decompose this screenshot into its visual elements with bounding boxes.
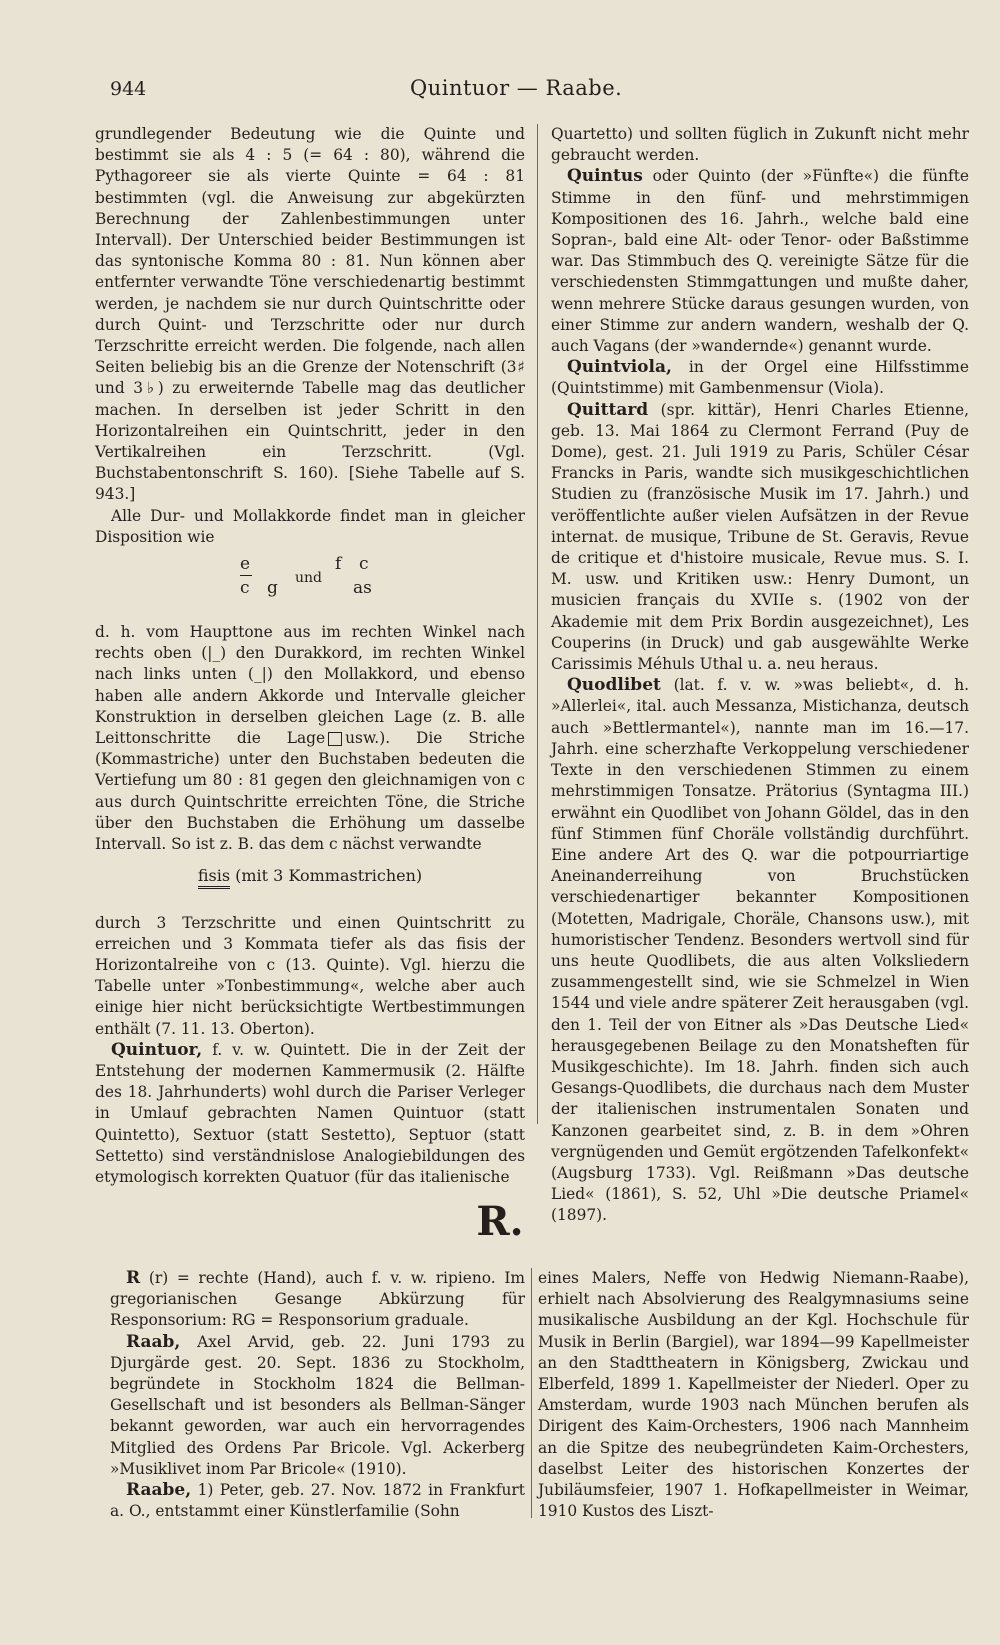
chord-c: c — [240, 578, 250, 599]
entry-text-quittard: (spr. kittär), Henri Charles Etienne, geb. 13. Mai 1864 zu Clermont Ferrand (Puy de Dome), gest. 21. Juli 1919 zu Paris, Schüler César Francks in Paris, wandte sich musikgeschichtlichen Studien zu (französische Musik im 17. Jahrh.) und veröffentlichte außer vielen Aufsätzen in der Revue internat. de musique, Tribune de St. Geravis, Revue de critique et d'histoire musicale, Revue mus. S. I. M. usw. und Kritiken usw.: Henry Dumont, un musicien français du XVIIe s. (1902 von der Akademie mit dem Prix Bordin ausgezeichnet), Les Couperins (in Druck) und gab ausgewählte Werke Carissimis Méhuls Uthal u. a. neu heraus. — [551, 400, 969, 674]
quartetto-paragraph: Quartetto) und sollten füglich in Zukunft nicht mehr gebraucht werden. — [551, 125, 969, 165]
chord-diagram — [95, 554, 525, 620]
chord-rule — [240, 575, 252, 576]
terzschritte-paragraph: durch 3 Terzschritte und einen Quintschritt zu erreichen und 3 Kommata tiefer als das fisis der Horizontalreihe von c (13. Quinte). Vgl. hierzu die Tabelle unter »Tonbestimmung«, welche aber auch einige hier nicht berücksichtigte Wertbestimmungen enthält (7. 11. 13. Oberton). — [95, 913, 525, 1038]
fisis-note: (mit 3 Kommastrichen) — [235, 866, 423, 886]
column-divider-top — [537, 124, 538, 1124]
entry-text-r: (r) = rechte (Hand), auch f. v. w. ripieno. Im gregorianischen Gesange Abkürzung für Responsorium: RG = Responsorium graduale. — [110, 1269, 525, 1330]
intervall-paragraph: grundlegender Bedeutung wie die Quinte und bestimmt sie als 4 : 5 (= 64 : 80), während die Pythagoreer sie als vierte Quinte = 64 : 81 bestimmten (vgl. die Anweisung zur abgekürzten Berechnung der Zahlenbestimmungen unter Intervall). Der Unterschied beider Bestimmungen ist das syntonische Komma 80 : 81. Nun können aber entfernter verwandte Töne verschiedenartig bestimmt werden, je nachdem sie nur durch Quintschritte oder durch Quint- und Terzschritte oder nur durch Terzschritte erreicht werden. Die folgende, nach allen Seiten beliebig bis an die Grenze der Notenschrift (3♯ und 3♭) zu erweiternde Tabelle mag das deutlicher machen. In derselben ist jeder Schritt in den Horizontalreihen ein Quintschritt, jeder in den Vertikalreihen ein Terzschritt. (Vgl. Buchstabentonschrift S. 160). [Siehe Tabelle auf S. 943.] — [95, 125, 525, 504]
entry-text-quintviola: in der Orgel eine Hilfsstimme (Quintstimme) mit Gambenmensur (Viola). — [551, 358, 969, 398]
right-column — [551, 124, 969, 1227]
bottom-left-column — [110, 1268, 525, 1522]
fisis-line — [95, 865, 525, 886]
entry-head-quintus: Quintus — [567, 166, 643, 187]
entry-head-quintviola: Quintviola, — [567, 357, 672, 378]
page-number: 944 — [110, 78, 147, 100]
dur-moll-text-b: usw.). Die Striche (Kommastriche) unter den Buchstaben bedeuten die Vertiefung um 80 : 81 gegen den gleichnamigen von c aus durch Quintschritte erreichten Töne, die Striche über den Buchstaben die Erhöhung um dasselbe Intervall. So ist z. B. das dem c nächst verwandte — [95, 729, 526, 854]
fisis-word: fisis — [198, 866, 230, 889]
left-column — [95, 124, 525, 1188]
entry-text-quintuor: f. v. w. Quintett. Die in der Zeit der Entstehung der modernen Kammermusik (2. Hälfte des 18. Jahrhunderts) wohl durch die Pariser Verleger in Umlauf gebrachten Namen Quintuor (statt Quintetto), Sextuor (statt Sestetto), Septuor (statt Settetto) sind verständnislose Analogiebildungen des etymologisch korrekten Quatuor (für das italienische — [95, 1040, 525, 1186]
chord-und: und — [295, 570, 322, 587]
akkorde-paragraph: Alle Dur- und Mollakkorde findet man in gleicher Disposition wie — [95, 506, 525, 546]
chord-c2: c — [359, 554, 369, 575]
entry-head-r: R — [126, 1268, 141, 1288]
section-letter-r: R. — [476, 1198, 524, 1245]
raabe-continuation: eines Malers, Neffe von Hedwig Niemann-Raabe), erhielt nach Absolvierung des Realgymnasiums seine musikalische Ausbildung an der Kgl. Hochschule für Musik in Berlin (Bargiel), war 1894—99 Kapellmeister an den Stadttheatern in Königsberg, Zwickau und Elberfeld, 1899 1. Kapellmeister der Niederl. Oper zu Amsterdam, wurde 1903 nach München berufen als Dirigent des Kaim-Orchesters, 1906 nach Mannheim an die Spitze des neubegründeten Kaim-Orchesters, daselbst Leiter des historischen Konzertes der Jubiläumsfeier, 1907 1. Hofkapellmeister in Weimar, 1910 Kustos des Liszt- — [538, 1269, 969, 1521]
bottom-right-column — [538, 1268, 969, 1522]
entry-text-quodlibet: (lat. f. v. w. »was beliebt«, d. h. »Allerlei«, ital. auch Messanza, Mistichanza, deutsch auch »Bettlermantel«), nannte man im 16.—17. Jahrh. eine scherzhafte Verkoppelung verschiedener Texte in den verschiedenen Stimmen zu einem mehrstimmigen Tonsatze. Prätorius (Syntagma III.) erwähnt ein Quodlibet von Johann Göldel, das in den fünf Stimmen fünf Choräle vollständig durchführt. Eine andere Art des Q. war die potpourriartige Aneinanderreihung von Bruchstücken verschiedenartiger bekannter Kompositionen (Motetten, Madrigale, Choräle, Chansons usw.), mit humoristischer Tendenz. Besonders wertvoll sind für uns heute Quodlibets, die aus alten Volksliedern zusammengestellt sind, wie sie Schmelzel in Wien 1544 und viele andre späterer Zeit herausgaben (vgl. den 1. Teil der von Eitner als »Das Deutsche Lied« herausgegebenen Beilage zu den Monatsheften für Musikgeschichte). Im 18. Jahrh. finden sich auch Gesangs-Quodlibets, die durchaus nach dem Muster der italienischen instrumentalen Sonaten und Kanzonen gearbeitet sind, z. B. in dem »Ohren vergnügenden und Gemüt ergötzenden Tafelkonfekt« (Augsburg 1733). Vgl. Reißmann »Das deutsche Lied« (1861), S. 52, Uhl »Die deutsche Priamel« (1897). — [551, 676, 969, 1225]
dur-moll-paragraph — [95, 622, 525, 855]
entry-raabe — [110, 1480, 525, 1522]
entry-head-quodlibet: Quodlibet — [567, 675, 661, 696]
entry-text-raabe: 1) Peter, geb. 27. Nov. 1872 in Frankfurt a. O., entstammt einer Künstlerfamilie (Sohn — [110, 1481, 525, 1521]
chord-g: g — [267, 578, 278, 599]
entry-quittard — [551, 400, 969, 676]
leitton-square-icon — [328, 732, 342, 746]
entry-quintviola — [551, 357, 969, 399]
page-header — [110, 76, 648, 106]
chord-f: f — [335, 554, 342, 575]
page-title: Quintuor — Raabe. — [410, 76, 623, 100]
entry-text-quintus: oder Quinto (der »Fünfte«) die fünfte Stimme in den fünf- und mehrstimmigen Kompositionen des 16. Jahrh., welche bald eine Sopran-, bald eine Alt- oder Tenor- oder Baßstimme war. Das Stimmbuch des Q. vereinigte Sätze für die verschiedensten Stimmgattungen und mußte daher, wenn mehrere Stücke daraus gesungen wurden, von einer Stimme zur andern wandern, weshalb der Q. auch Vagans (der »wandernde«) genannt wurde. — [551, 167, 969, 356]
entry-quintus — [551, 166, 969, 357]
entry-raab — [110, 1332, 525, 1480]
chord-as: as — [353, 578, 372, 599]
entry-head-raab: Raab, — [126, 1331, 181, 1352]
entry-quintuor — [95, 1040, 525, 1188]
entry-head-quittard: Quittard — [567, 399, 649, 420]
entry-text-raab: Axel Arvid, geb. 22. Juni 1793 zu Djurgärde gest. 20. Sept. 1836 zu Stockholm, begründete in Stockholm 1824 die Bellman-Gesellschaft und ist besonders als Bellman-Sänger bekannt geworden, war auch ein hervorragendes Mitglied des Ordens Par Bricole. Vgl. Ackerberg »Musiklivet inom Par Bricole« (1910). — [110, 1332, 525, 1478]
entry-head-raabe: Raabe, — [126, 1480, 192, 1501]
entry-r — [110, 1268, 525, 1332]
dur-moll-text-a: d. h. vom Haupttone aus im rechten Winkel nach rechts oben (|_) den Durakkord, im rechten Winkel nach links unten (_|) den Mollakkord, und ebenso haben alle andern Akkorde und Intervalle gleicher Konstruktion in derselben gleichen Lage (z. B. alle Leittonschritte die Lage — [95, 623, 525, 748]
chord-e: e — [240, 554, 251, 575]
column-divider-bottom — [531, 1268, 532, 1518]
entry-quodlibet — [551, 675, 969, 1226]
entry-head-quintuor: Quintuor, — [111, 1039, 203, 1060]
